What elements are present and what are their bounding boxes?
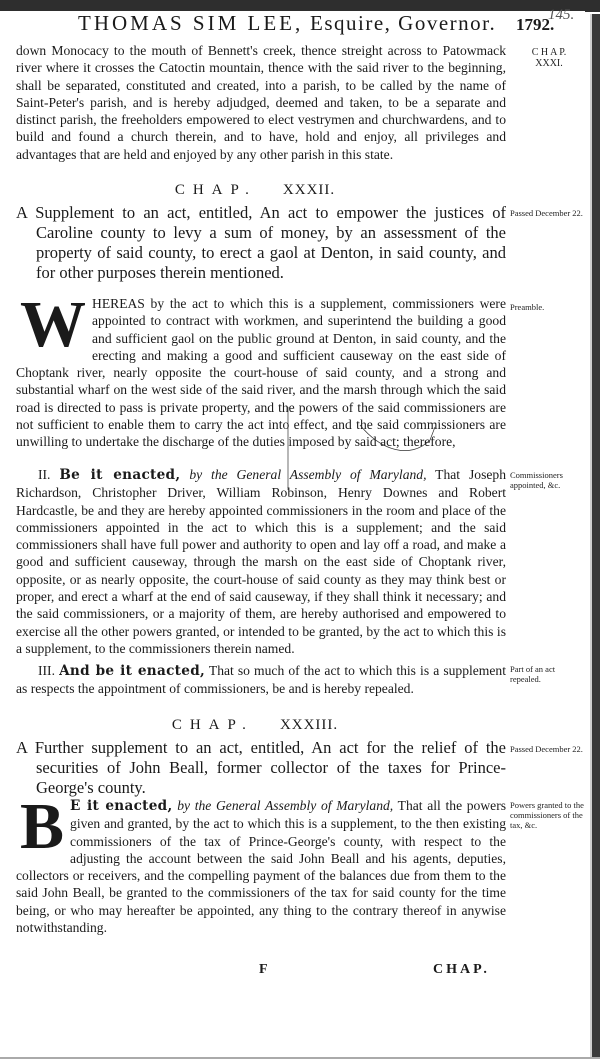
chap31-margin-note — [510, 47, 588, 69]
section-number: II. — [38, 467, 51, 482]
enacting-clause: And be it enacted, — [59, 663, 206, 679]
running-title-rest: Esquire, Governor. — [310, 11, 497, 35]
signature-mark: F — [259, 962, 268, 977]
chap32-title: A Supplement to an act, entitled, An act to empower the justices of Caroline county to levy a sum of money, by an assessment of the property of said county, to erect a gaol at Denton, in said county, and for other purposes therein mentioned. — [16, 203, 506, 282]
chap32-heading — [0, 182, 510, 199]
scan-right-border — [592, 14, 600, 1059]
preamble-text: HEREAS by the act to which this is a supplement, commissioners were appointed to contract with workmen, and superintend the building a good and sufficient gaol on the public ground at Denton, in said county, and the erecting and making a good and sufficient causeway on the east side of Choptank river, nearly opposite the court-house of said county, and a strong and substantial wharf on the west side of the said river, and the marsh through which the said road is directed to pass is private property, and the powers of the said commissioners are not sufficient to enable them to carry the act into effect, and the said commissioners are unwilling to undertake the discharge of the duties imposed by said act; therefore, — [16, 296, 506, 450]
section-text: That Joseph Richardson, Christopher Driver, William Robinson, Henry Downes and Robert Hardcastle, be and they are hereby appointed commissioners in the room and place of the commissioners appointed in the act to which this is a supplement; and the said commissioners shall have full power and authority to open and lay off a road, and make a good and sufficient causeway, through the marsh on the east side of Choptank river, opposite, or as nearly opposite, the court-house of said county as they may think best or proper, and erect a wharf at the end of said causeway, if they shall think it necessary; and the said commissioners, or a majority of them, are hereby authorised and empowered to exercise all the other powers granted, or intended to be granted, by the act to which this is a supplement, to the commissioners therein named. — [16, 467, 506, 656]
section3-margin-note: Part of an act repealed. — [510, 664, 556, 684]
section1-margin-note: Powers granted to the commissioners of the tax, &c. — [510, 800, 584, 830]
enacting-clause: Be it enacted, — [59, 467, 181, 483]
chap33-heading-label: CHAP. — [171, 717, 254, 733]
chap32-section-3 — [16, 662, 506, 698]
page-right-edge — [590, 14, 592, 1059]
dropcap-b: B — [20, 790, 65, 863]
running-head — [0, 5, 590, 35]
handwritten-folio-number: 145. — [548, 7, 575, 23]
authority-clause: by the General Assembly of Maryland, — [177, 798, 394, 813]
catchword: CHAP. — [433, 962, 490, 977]
chap31-continuation-paragraph: down Monocacy to the mouth of Bennett's creek, thence streight across to Patowmack river where it crosses the Catoctin mountain, thence with the said river to the beginning, shall be separated, constituted and created, into a parish, to be called by the name of Saint-Peter's parish, and is hereby adjudged, deemed and taken, to be a separate and distinct parish, the freeholders empowered to elect vestrymen and churchwardens, and to build and found a church therein, and to have, hold and enjoy, all privileges and advantages that are held and enjoyed by any other parish in this state. — [16, 43, 506, 162]
enacting-clause: E it enacted, — [70, 798, 173, 814]
section-number: III. — [38, 663, 55, 678]
section2-margin-note: Commissioners appointed, &c. — [510, 470, 563, 490]
chap33-section-1 — [16, 790, 507, 936]
running-title — [78, 11, 496, 36]
chap32-section-2 — [16, 466, 506, 657]
chap33-heading-number: XXXIII. — [279, 717, 339, 733]
chap32-preamble — [16, 288, 506, 451]
chap32-passed-note: Passed December 22. — [510, 208, 583, 218]
preamble-margin-note: Preamble. — [510, 302, 545, 312]
margin-chap-number: XXXI. — [535, 58, 563, 69]
chap32-heading-number: XXXII. — [282, 182, 336, 198]
margin-chap-label: C H A P. — [531, 47, 567, 58]
section-text: That all the powers given and granted, by the act to which this is a supplement, to the then existing commissioners of the tax of Prince-George's county, with respect to the adjusting the account between the said John Beall and his agents, deputies, collectors or receivers, and the compelling payment of the balances due from them to the said John Beall, be granted to the commissioners of the tax for said county for the time being, or who may hereafter be appointed, any thing to the contrary thereof in anywise notwithstanding. — [16, 798, 507, 936]
chap33-title: A Further supplement to an act, entitled, An act for the relief of the securities of John Beall, former collector of the taxes for Prince-George's county. — [16, 738, 506, 797]
authority-clause: by the General Assembly of Maryland, — [189, 467, 427, 482]
running-title-caps: THOMAS SIM LEE, — [78, 11, 304, 35]
section-text: That so much of the act to which this is a supplement as respects the appointment of commissioners, be and is hereby repealed. — [16, 663, 506, 697]
running-year: 1792. — [516, 15, 555, 34]
chap33-heading — [0, 717, 510, 734]
chap33-passed-note: Passed December 22. — [510, 744, 583, 754]
chap32-heading-label: CHAP. — [174, 182, 257, 198]
dropcap-w: W — [20, 288, 86, 361]
